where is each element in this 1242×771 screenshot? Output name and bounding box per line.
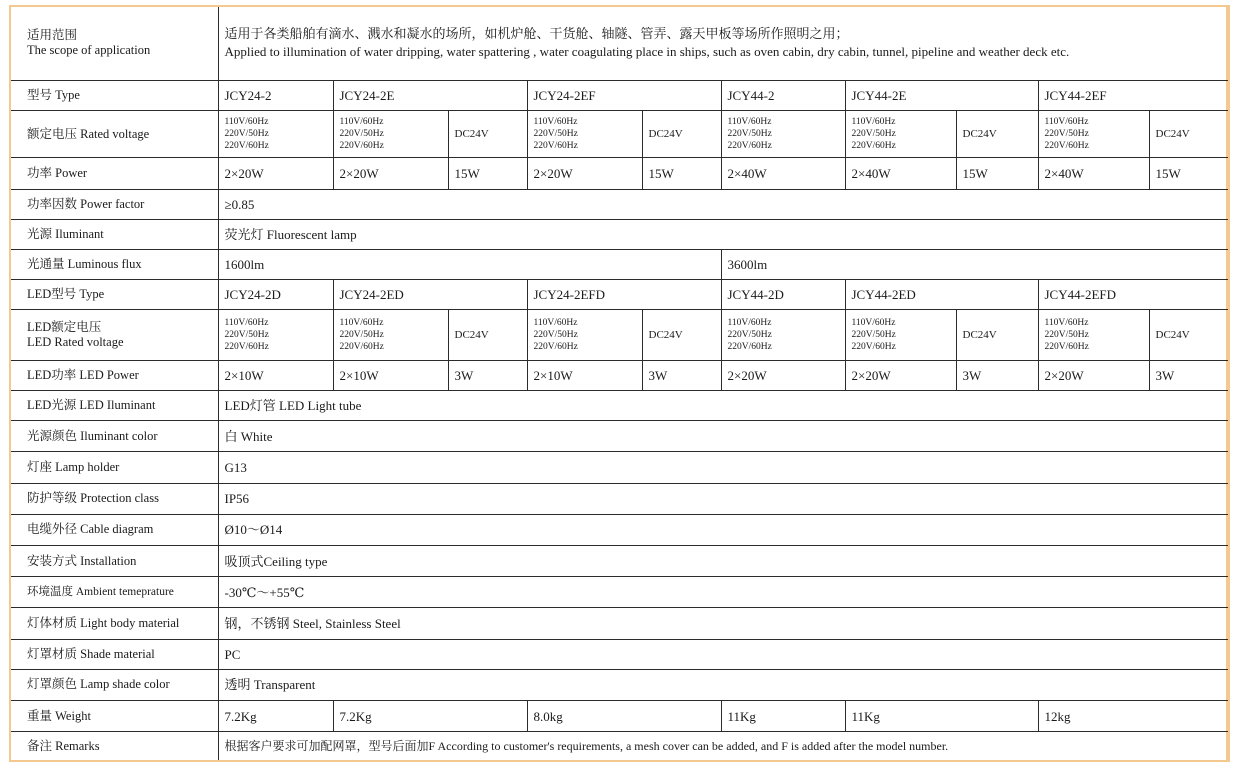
led-illuminant-row (10, 390, 1229, 420)
scope-row (10, 6, 1229, 80)
led-illuminant-value: LED灯管 LED Light tube (218, 390, 1229, 420)
illuminant-color-label: 光源颜色 Iluminant color (10, 421, 218, 452)
ac-voltage-line: 220V/50Hz (1044, 129, 1089, 140)
power-cell: 15W (642, 158, 721, 189)
type-row (10, 80, 1229, 110)
ac-voltage-line: 220V/50Hz (224, 129, 269, 140)
luminous-flux-row (10, 250, 1229, 280)
power-factor-row (10, 189, 1229, 219)
ac-voltage-line: 220V/60Hz (727, 141, 772, 152)
ac-voltage-line: 110V/60Hz (1044, 318, 1089, 329)
ac-voltage-line: 220V/50Hz (533, 129, 578, 140)
cable-label: 电缆外径 Cable diagram (10, 514, 218, 545)
voltage-row (10, 111, 1229, 158)
led-power-label: LED功率 LED Power (10, 360, 218, 390)
power-cell: 2×40W (845, 158, 956, 189)
ac-voltage-line: 220V/60Hz (851, 342, 896, 353)
ac-voltage-line: 220V/50Hz (851, 129, 896, 140)
weight-cell: 11Kg (845, 700, 1038, 731)
scope-label (10, 6, 218, 80)
weight-row (10, 700, 1229, 731)
weight-cell: 11Kg (721, 700, 845, 731)
ac-voltage-line: 220V/50Hz (1044, 330, 1089, 341)
protection-row (10, 483, 1229, 514)
model-cell: JCY44-2 (721, 80, 845, 110)
dc-voltage-cell: DC24V (642, 111, 721, 158)
dc-voltage-cell: DC24V (1149, 111, 1229, 158)
ac-voltage-cell (218, 111, 333, 158)
ac-voltage-line: 110V/60Hz (851, 117, 896, 128)
ac-voltage-line: 220V/50Hz (727, 129, 772, 140)
spec-table (9, 5, 1230, 762)
led-power-cell: 2×20W (721, 360, 845, 390)
shade-color-row (10, 669, 1229, 700)
ac-voltage-line: 220V/50Hz (339, 330, 384, 341)
power-cell: 2×20W (218, 158, 333, 189)
led-voltage-label-en: LED Rated voltage (27, 335, 124, 350)
illuminant-color-row (10, 421, 1229, 452)
led-type-label: LED型号 Type (10, 280, 218, 310)
dc-voltage-cell: DC24V (956, 111, 1038, 158)
power-cell: 2×40W (721, 158, 845, 189)
ac-voltage-line: 220V/60Hz (1044, 141, 1089, 152)
ac-voltage-cell (845, 111, 956, 158)
ac-voltage-line: 220V/60Hz (533, 342, 578, 353)
shade-color-value: 透明 Transparent (218, 669, 1229, 700)
dc-voltage-cell: DC24V (448, 111, 527, 158)
installation-row (10, 545, 1229, 576)
ac-voltage-cell (527, 111, 642, 158)
scope-text-en: Applied to illumination of water dripping, water spattering , water coagulating place in ships, such as oven cabin, dry cabin, tunnel, pipeline and weather deck etc. (224, 44, 1070, 60)
installation-label: 安装方式 Installation (10, 545, 218, 576)
luminous-flux-label: 光通量 Luminous flux (10, 250, 218, 280)
ac-voltage-line: 220V/60Hz (339, 342, 384, 353)
shade-color-label: 灯罩颜色 Lamp shade color (10, 669, 218, 700)
remarks-label: 备注 Remarks (10, 732, 218, 761)
illuminant-row (10, 219, 1229, 249)
ac-voltage-line: 110V/60Hz (339, 318, 384, 329)
ac-voltage-cell (721, 111, 845, 158)
led-illuminant-label: LED光源 LED Iluminant (10, 390, 218, 420)
led-ac-voltage-cell (527, 310, 642, 360)
body-material-label: 灯体材质 Light body material (10, 608, 218, 639)
model-cell: JCY44-2EF (1038, 80, 1229, 110)
power-cell: 15W (1149, 158, 1229, 189)
led-ac-voltage-cell (333, 310, 448, 360)
led-power-cell: 2×10W (218, 360, 333, 390)
power-factor-value: ≥0.85 (218, 189, 1229, 219)
led-ac-voltage-cell (845, 310, 956, 360)
lamp-holder-label: 灯座 Lamp holder (10, 452, 218, 483)
ac-voltage-line: 110V/60Hz (533, 318, 578, 329)
luminous-flux-value-2x40: 3600lm (721, 250, 1229, 280)
weight-label: 重量 Weight (10, 700, 218, 731)
ambient-row (10, 577, 1229, 608)
luminous-flux-value-2x20: 1600lm (218, 250, 721, 280)
power-cell: 2×20W (333, 158, 448, 189)
led-power-cell: 2×10W (333, 360, 448, 390)
led-dc-voltage-cell: DC24V (956, 310, 1038, 360)
model-cell: JCY44-2E (845, 80, 1038, 110)
model-cell: JCY24-2E (333, 80, 527, 110)
weight-cell: 12kg (1038, 700, 1229, 731)
cable-value: Ø10～Ø14 (218, 514, 1229, 545)
led-voltage-row (10, 310, 1229, 360)
led-dc-voltage-cell: DC24V (448, 310, 527, 360)
led-model-cell: JCY44-2ED (845, 280, 1038, 310)
voltage-label: 额定电压 Rated voltage (10, 111, 218, 158)
led-ac-voltage-cell (1038, 310, 1149, 360)
scope-label-en: The scope of application (27, 43, 151, 58)
ac-voltage-cell (1038, 111, 1149, 158)
power-cell: 15W (448, 158, 527, 189)
shade-material-label: 灯罩材质 Shade material (10, 639, 218, 669)
weight-cell: 7.2Kg (333, 700, 527, 731)
power-cell: 15W (956, 158, 1038, 189)
ac-voltage-cell (333, 111, 448, 158)
shade-material-row (10, 639, 1229, 669)
ac-voltage-line: 220V/60Hz (851, 141, 896, 152)
cable-row (10, 514, 1229, 545)
illuminant-value: 荧光灯 Fluorescent lamp (218, 219, 1229, 249)
lamp-holder-value: G13 (218, 452, 1229, 483)
ac-voltage-line: 220V/50Hz (727, 330, 772, 341)
scope-text-cn: 适用于各类船舶有滴水、溅水和凝水的场所，如机炉舱、干货舱、轴隧、管弄、露天甲板等场所作照明之用； (224, 26, 849, 42)
led-voltage-label-cn: LED额定电压 (27, 320, 102, 335)
led-ac-voltage-cell (721, 310, 845, 360)
power-row (10, 158, 1229, 189)
ambient-value: -30℃～+55℃ (218, 577, 1229, 608)
led-power-cell: 3W (642, 360, 721, 390)
installation-value: 吸顶式Ceiling type (218, 545, 1229, 576)
shade-material-value: PC (218, 639, 1229, 669)
ac-voltage-line: 110V/60Hz (224, 117, 269, 128)
led-power-cell: 2×10W (527, 360, 642, 390)
led-ac-voltage-cell (218, 310, 333, 360)
led-voltage-label (10, 310, 218, 360)
led-power-cell: 3W (448, 360, 527, 390)
led-dc-voltage-cell: DC24V (642, 310, 721, 360)
ac-voltage-line: 110V/60Hz (851, 318, 896, 329)
remarks-row (10, 732, 1229, 761)
weight-cell: 7.2Kg (218, 700, 333, 731)
weight-cell: 8.0kg (527, 700, 721, 731)
ac-voltage-line: 110V/60Hz (533, 117, 578, 128)
ac-voltage-line: 220V/60Hz (1044, 342, 1089, 353)
illuminant-label: 光源 Iluminant (10, 219, 218, 249)
type-label: 型号 Type (10, 80, 218, 110)
model-cell: JCY24-2 (218, 80, 333, 110)
ac-voltage-line: 110V/60Hz (339, 117, 384, 128)
led-dc-voltage-cell: DC24V (1149, 310, 1229, 360)
ac-voltage-line: 220V/60Hz (224, 141, 269, 152)
led-power-cell: 3W (956, 360, 1038, 390)
power-cell: 2×40W (1038, 158, 1149, 189)
power-cell: 2×20W (527, 158, 642, 189)
led-power-cell: 3W (1149, 360, 1229, 390)
ac-voltage-line: 110V/60Hz (1044, 117, 1089, 128)
led-power-row (10, 360, 1229, 390)
lamp-holder-row (10, 452, 1229, 483)
ac-voltage-line: 220V/60Hz (727, 342, 772, 353)
scope-label-cn: 适用范围 (27, 28, 78, 43)
body-material-value: 钢，不锈钢 Steel, Stainless Steel (218, 608, 1229, 639)
led-model-cell: JCY44-2EFD (1038, 280, 1229, 310)
led-type-row (10, 280, 1229, 310)
ac-voltage-line: 220V/50Hz (851, 330, 896, 341)
ac-voltage-line: 220V/50Hz (224, 330, 269, 341)
led-model-cell: JCY24-2D (218, 280, 333, 310)
illuminant-color-value: 白 White (218, 421, 1229, 452)
led-power-cell: 2×20W (1038, 360, 1149, 390)
power-label: 功率 Power (10, 158, 218, 189)
ac-voltage-line: 220V/50Hz (533, 330, 578, 341)
protection-label: 防护等级 Protection class (10, 483, 218, 514)
protection-value: IP56 (218, 483, 1229, 514)
ac-voltage-line: 110V/60Hz (727, 117, 772, 128)
led-power-cell: 2×20W (845, 360, 956, 390)
led-model-cell: JCY44-2D (721, 280, 845, 310)
power-factor-label: 功率因数 Power factor (10, 189, 218, 219)
ac-voltage-line: 220V/60Hz (339, 141, 384, 152)
body-material-row (10, 608, 1229, 639)
led-model-cell: JCY24-2EFD (527, 280, 721, 310)
ac-voltage-line: 110V/60Hz (224, 318, 269, 329)
ambient-label: 环境温度 Ambient temeprature (10, 577, 218, 608)
ac-voltage-line: 220V/50Hz (339, 129, 384, 140)
model-cell: JCY24-2EF (527, 80, 721, 110)
ac-voltage-line: 220V/60Hz (224, 342, 269, 353)
led-model-cell: JCY24-2ED (333, 280, 527, 310)
ac-voltage-line: 110V/60Hz (727, 318, 772, 329)
remarks-value: 根据客户要求可加配网罩，型号后面加F According to customer's requirements, a mesh cover can be added, and F is added after the model number. (218, 732, 1229, 761)
ac-voltage-line: 220V/60Hz (533, 141, 578, 152)
scope-text (218, 6, 1229, 80)
